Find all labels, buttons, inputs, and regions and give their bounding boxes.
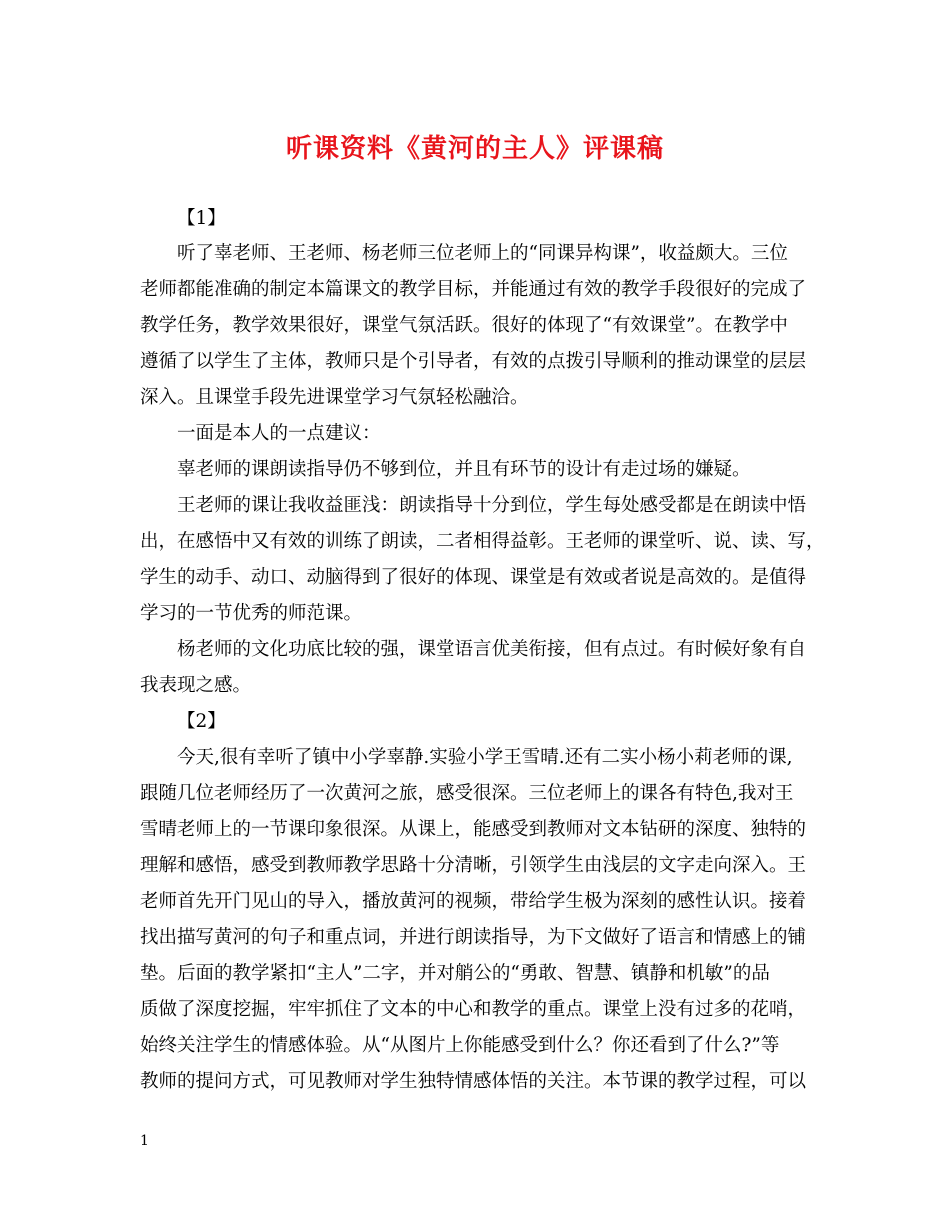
- paragraph-line: 一面是本人的一点建议：: [177, 423, 381, 444]
- paragraph-line: 杨老师的文化功底比较的强，课堂语言优美衔接，但有点过。有时候好象有自: [177, 639, 807, 660]
- paragraph-line: 教学任务，教学效果很好，课堂气氛活跃。很好的体现了“有效课堂”。在教学中: [140, 315, 788, 336]
- paragraph-line: 老师首先开门见山的导入，播放黄河的视频，带给学生极为深刻的感性认识。接着: [140, 891, 807, 912]
- paragraph-line: 王老师的课让我收益匪浅：朗读指导十分到位，学生每处感受都是在朗读中悟: [177, 495, 807, 516]
- paragraph-line: 听了辜老师、王老师、杨老师三位老师上的“同课异构课”，收益颇大。三位: [177, 243, 788, 264]
- paragraph-line: 学生的动手、动口、动脑得到了很好的体现、课堂是有效或者说是高效的。是值得: [140, 567, 807, 588]
- document-title: 听课资料《黄河的主人》评课稿: [285, 134, 664, 164]
- paragraph-line: 雪晴老师上的一节课印象很深。从课上，能感受到教师对文本钻研的深度、独特的: [140, 819, 807, 840]
- paragraph-line: 理解和感悟，感受到教师教学思路十分清晰，引领学生由浅层的文字走向深入。王: [140, 855, 807, 876]
- paragraph-line: 跟随几位老师经历了一次黄河之旅，感受很深。三位老师上的课各有特色,我对王: [140, 783, 794, 804]
- section-marker-1: 【1】: [177, 208, 226, 229]
- paragraph-line: 学习的一节优秀的师范课。: [140, 603, 363, 624]
- paragraph-line: 出，在感悟中又有效的训练了朗读，二者相得益彰。王老师的课堂听、说、读、写，: [140, 531, 825, 552]
- paragraph-line: 老师都能准确的制定本篇课文的教学目标，并能通过有效的教学手段很好的完成了: [140, 279, 807, 300]
- paragraph-line: 始终关注学生的情感体验。从“从图片上你能感受到什么？你还看到了什么?”等: [140, 1035, 780, 1056]
- paragraph-line: 辜老师的课朗读指导仍不够到位，并且有环节的设计有走过场的嫌疑。: [177, 459, 751, 480]
- paragraph-line: 遵循了以学生了主体，教师只是个引导者，有效的点拨引导顺利的推动课堂的层层: [140, 351, 807, 372]
- section-marker-2: 【2】: [177, 711, 226, 732]
- paragraph-line: 深入。且课堂手段先进课堂学习气氛轻松融洽。: [140, 387, 529, 408]
- paragraph-line: 垫。后面的教学紧扣“主人”二字，并对艄公的“勇敢、智慧、镇静和机敏”的品: [140, 963, 770, 984]
- page-number: 1: [140, 1133, 149, 1149]
- paragraph-line: 我表现之感。: [140, 675, 252, 696]
- paragraph-line: 教师的提问方式，可见教师对学生独特情感体悟的关注。本节课的教学过程，可以: [140, 1071, 807, 1092]
- paragraph-line: 今天,很有幸听了镇中小学辜静.实验小学王雪晴.还有二实小杨小莉老师的课,: [177, 747, 793, 768]
- paragraph-line: 质做了深度挖掘，牢牢抓住了文本的中心和教学的重点。课堂上没有过多的花哨，: [140, 999, 807, 1020]
- paragraph-line: 找出描写黄河的句子和重点词，并进行朗读指导，为下文做好了语言和情感上的铺: [140, 927, 807, 948]
